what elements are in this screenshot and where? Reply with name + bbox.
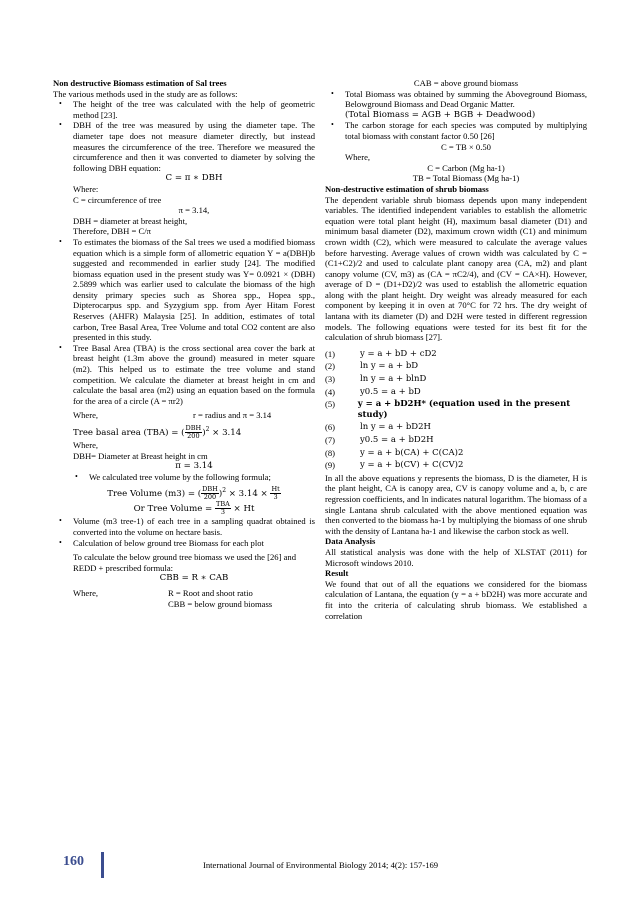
tv-mid: × 3.14 × — [228, 489, 268, 500]
page-number: 160 — [63, 854, 84, 869]
list-item: • Total Biomass was obtained by summing the Aboveground Biomass, Belowground Biomass and Dead Organic Matter. — [345, 89, 587, 110]
result-text: We found that out of all the equations we considered for the biomass calculation of Lantana, the equation (y = a + bD2H) was more accurate and fit into the criteria of calculating shrub biomass. We established a correlation — [325, 578, 587, 621]
tba-label: Tree basal area (TBA) = — [73, 428, 179, 438]
equation-number: (7) — [325, 435, 336, 445]
volume-list — [53, 472, 315, 483]
frac-den: 3 — [273, 493, 278, 502]
methods-list-3 — [53, 516, 315, 548]
list-item: • To estimates the biomass of the Sal trees we used a modified biomass equation which is a simple form of allometric equation Y = a(DBH)b suggested and recommended in earlier study [24]. The modified biomass equation used in the present study was Y= 0.0921 × (DBH) 2.5899 which was earlier used to calculate the biomass of the high density primary species such as Shorea spp., Hopea spp., Dipterocarpus spp. and Syzygium spp. from Ayer Hitam Forest Reserves (AHFR) Malaysia [25]. In addition, estimates of total carbon, Tree Basal Area, Tree Volume and total CO2 content are also presented in this study. — [73, 237, 315, 343]
intro-text: The various methods used in the study are as follows: — [53, 88, 238, 99]
methods-list — [53, 99, 315, 173]
frac-den: 3 — [220, 508, 225, 517]
root-shoot-def: R = Root and shoot ratio — [168, 587, 253, 598]
tree-volume-equation: Tree Volume (m3) = ( $\frac{\text{DBH}}{200}$ )$^2$ × 3.14 × $\frac{Ht}{3}$ — [107, 485, 280, 502]
tv-alt-tail: × Ht — [233, 504, 255, 515]
frac-num: DBH — [185, 424, 202, 432]
dbh-def-2: DBH= Diameter at Breast height in cm — [73, 450, 208, 461]
left-column — [53, 78, 315, 609]
equation-number: (4) — [325, 386, 336, 397]
where-label: Where, — [73, 587, 99, 598]
carbon-equation: C = TB × 0.50 — [441, 141, 491, 152]
equation-formula: ln y = a + blnD — [360, 374, 427, 385]
equation-row — [325, 460, 587, 471]
pi-def: π = 3.14, — [178, 205, 210, 216]
tv-fraction-2 — [270, 486, 280, 501]
equation-formula: y = a + b(CV) + C(CV)2 — [360, 460, 464, 471]
list-item: • Volume (m3 tree-1) of each tree in a sampling quadrat obtained is converted into the volume on hectare basis. — [73, 516, 315, 537]
regression-equations — [325, 349, 587, 471]
tba-fraction — [185, 425, 203, 440]
therefore-text: Therefore, DBH = C/π — [73, 226, 151, 237]
tv-fraction — [201, 486, 219, 501]
equation-row — [325, 448, 587, 459]
list-item: • We calculated tree volume by the following formula; — [89, 472, 315, 483]
tba-equation: Tree basal area (TBA) = ( $\frac{\text{DBH}}{200}$ )$^2$ × 3.14 — [73, 424, 242, 440]
carbon-unit: C = Carbon (Mg ha-1) — [427, 162, 505, 173]
equation-row — [325, 349, 587, 360]
circumference-def: C = circumference of tree — [73, 194, 162, 205]
methods-list-2 — [53, 237, 315, 407]
equation-formula: y = a + b(CA) + C(CA)2 — [360, 447, 464, 458]
data-analysis-text: All statistical analysis was done with the help of XLSTAT (2011) for Microsoft windows 2010. — [325, 546, 587, 568]
dbh-def: DBH = diameter at breast height, — [73, 215, 188, 226]
list-item: • DBH of the tree was measured by using the diameter tape. The diameter tape does not measure diameter directly, but instead measures the circumference of the tree. Therefore we measured the circumference and then it was converted to diameter by solving the following DBH equation: — [73, 120, 315, 173]
list-item: • Calculation of below ground tree Biomass for each plot — [73, 538, 315, 549]
equation-formula: y0.5 = a + bD2H — [360, 435, 434, 445]
equation-formula: y = a + bD2H* (equation used in the present study) — [357, 399, 571, 420]
tv-alt-fraction — [215, 501, 231, 516]
page-footer — [53, 852, 593, 880]
equation-row — [325, 435, 587, 446]
equation-row — [325, 374, 587, 385]
pi-def-2: π = 3.14 — [175, 461, 213, 472]
section-heading-sal: Non destructive Biomass estimation of Sal trees — [53, 78, 227, 88]
total-biomass-equation: (Total Biomass = AGB + BGB + Deadwood) — [345, 109, 536, 120]
equation-number: (6) — [325, 422, 336, 433]
tba-tail: × 3.14 — [212, 428, 242, 438]
equation-number: (3) — [325, 374, 336, 385]
total-biomass-unit: TB = Total Biomass (Mg ha-1) — [412, 173, 520, 184]
equation-number: (8) — [325, 447, 336, 458]
equation-formula: y = a + bD + cD2 — [360, 348, 437, 359]
list-item: • Tree Basal Area (TBA) is the cross sectional area cover the bark at breast height (1.3m above the ground) measured in meter square (m2). This helped us to estimate the tree volume and stand competition. We calculate the diameter at breast height in cm and calculate the basal area (m2) using an equation based on the formula for the area of a circle (A = πr2) — [73, 343, 315, 407]
tree-volume-alt-equation — [53, 501, 315, 516]
bgb-block — [53, 552, 315, 609]
equation-row — [325, 399, 587, 420]
radius-def: r = radius and π = 3.14 — [193, 410, 272, 421]
frac-num: TBA — [215, 500, 230, 509]
cab-def: CAB = above ground biomass — [413, 78, 519, 88]
biomass-list — [325, 89, 587, 110]
tv-label: Tree Volume (m3) = — [107, 489, 196, 500]
section-heading-result: Result — [325, 568, 349, 579]
list-item: • The carbon storage for each species was computed by multiplying total biomass with constant factor 0.50 [26] — [345, 120, 587, 141]
equation-number: (9) — [325, 460, 336, 471]
list-item: • The height of the tree was calculated with the help of geometric method [23]. — [73, 99, 315, 120]
footer-divider — [101, 852, 104, 878]
tv-alt-label: Or Tree Volume = — [133, 504, 213, 515]
equation-formula: ln y = a + bD2H — [360, 422, 431, 433]
right-column — [325, 78, 587, 621]
equation-number: (5) — [325, 399, 336, 410]
where-label: Where, — [73, 410, 99, 421]
bgb-text: To calculate the below ground tree biomass we used the [26] and REDD + prescribed formula: — [73, 552, 297, 573]
equation-formula: y0.5 = a + bD — [360, 386, 421, 397]
section-heading-shrub: Non-destructive estimation of shrub biomass — [325, 183, 489, 194]
section-heading-data-analysis: Data Analysis — [325, 536, 376, 547]
frac-num: Ht — [271, 485, 280, 494]
equation-row — [325, 361, 587, 372]
carbon-list — [325, 120, 587, 141]
where-label: Where: — [73, 183, 99, 194]
dbh-equation: C = π ∗ DBH — [165, 173, 223, 184]
frac-num: DBH — [202, 485, 218, 494]
equations-explanation: In all the above equations y represents the biomass, D is the diameter, H is the plant height, CA is canopy area, CV is canopy volume and a, b, c are regression coefficients, and ln indicates natural logarithm. The biomass of a single Lantana shrub calculated with the above mentioned equation was then converted to the biomass ha-1 by multiplying the biomass of one shrub with the density of Lantana ha-1 and likewise the carbon stock as well. — [325, 472, 587, 536]
shrub-paragraph: The dependent variable shrub biomass depends upon many independent variables. The identified independent variables to establish the allometric equation were total plant height (H), maximum basal diameter (D1) and minimum basal diameter (D2), maximum crown width (C1) and minimum crown width (C2), which were measured to calculate the average values before harvesting. Average values of crown width was calculated by C = (C1+C2)/2 and used to calculate plant canopy area (CA, m2) and plant canopy volume (CV, m3) as (CA = πC2/4), and (CV = CA×H). However, average of D = (D1+D2)/2 was used to establish the allometric equation along with the plant height. Dry weight was already measured for each component by keeping it in oven at 70°C for 72 hrs. The dry weight of lantana with its diameter (D) and D2H were tested in different regression models. The following equations were tested for its best fit for the calculation of shrub biomass [27]. — [325, 194, 587, 343]
bgb-equation: CBB = R ∗ CAB — [159, 573, 229, 584]
equation-row — [325, 422, 587, 433]
equation-formula: ln y = a + bD — [360, 361, 419, 372]
frac-den: 200 — [203, 493, 217, 502]
equation-number: (1) — [325, 348, 336, 359]
where-label: Where, — [73, 440, 99, 450]
cbb-def: CBB = below ground biomass — [168, 598, 273, 609]
dbh-definitions — [53, 184, 315, 237]
frac-den: 200 — [187, 432, 200, 440]
equation-number: (2) — [325, 361, 336, 372]
equation-row — [325, 387, 587, 398]
tba-block — [53, 410, 315, 471]
where-label: Where, — [345, 152, 371, 163]
journal-citation: International Journal of Environmental Biology 2014; 4(2): 157-169 — [203, 860, 439, 870]
